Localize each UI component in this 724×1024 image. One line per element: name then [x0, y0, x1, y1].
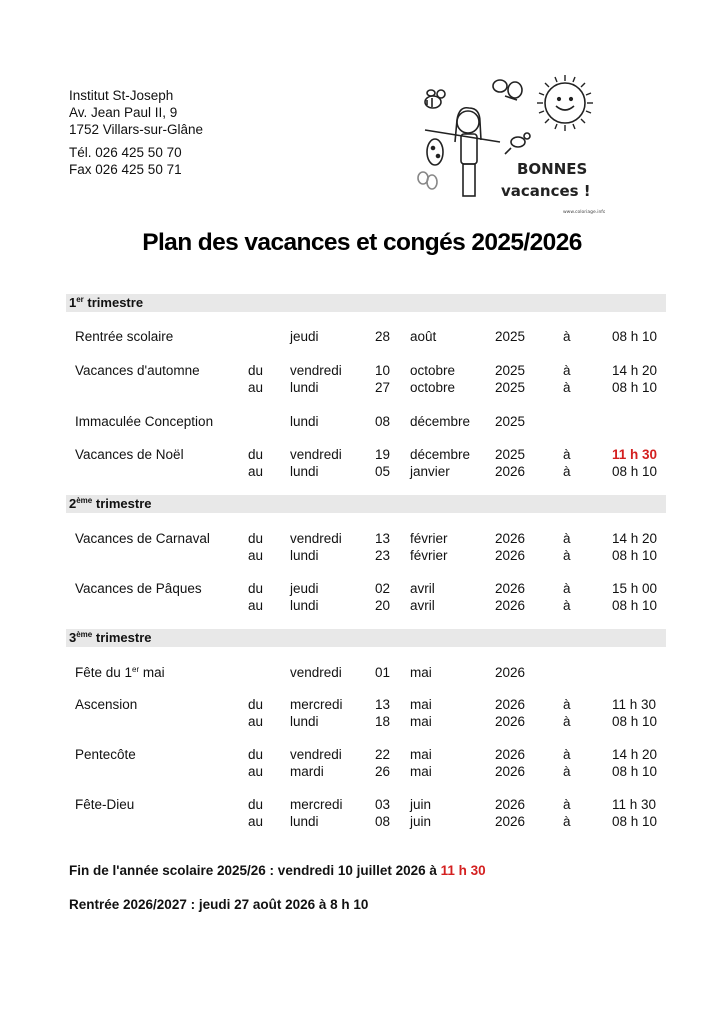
day-number: 02 [375, 581, 391, 596]
at-label: à [563, 531, 571, 546]
day-number: 27 [375, 380, 391, 395]
address-block [69, 87, 203, 178]
range-prefix: du [248, 747, 264, 762]
time: 08 h 10 [612, 548, 658, 563]
month: février [410, 531, 448, 546]
month: juin [410, 814, 432, 829]
schedule-row [0, 530, 724, 547]
schedule-row [0, 763, 724, 780]
at-label: à [563, 797, 571, 812]
trimester-label: trimestre [92, 496, 152, 511]
at-label: à [563, 747, 571, 762]
sun-icon [537, 75, 593, 131]
day-number: 23 [375, 548, 391, 563]
at-label: à [563, 581, 571, 596]
end-of-year-text: Fin de l'année scolaire 2025/26 : vendredi 10 juillet 2026 à [69, 863, 441, 878]
trimester-ordinal: ème [76, 630, 93, 639]
month: avril [410, 581, 435, 596]
weekday: lundi [290, 380, 319, 395]
day-number: 10 [375, 363, 391, 378]
weekday: mardi [290, 764, 324, 779]
schedule-row [0, 796, 724, 813]
month: août [410, 329, 437, 344]
at-label: à [563, 697, 571, 712]
page-title: Plan des vacances et congés 2025/2026 [142, 229, 582, 256]
schedule-row [0, 463, 724, 480]
at-label: à [563, 598, 571, 613]
year: 2025 [495, 363, 526, 378]
range-prefix: au [248, 598, 264, 613]
day-number: 19 [375, 447, 391, 462]
trimester-header [66, 629, 666, 647]
month: avril [410, 598, 435, 613]
weekday: lundi [290, 464, 319, 479]
trimester-ordinal: er [76, 295, 84, 304]
schedule-row [0, 746, 724, 763]
month: octobre [410, 380, 456, 395]
schedule-row [0, 362, 724, 379]
day-number: 01 [375, 665, 391, 680]
weekday: lundi [290, 714, 319, 729]
institution-name: Institut St-Joseph [69, 88, 174, 103]
month: octobre [410, 363, 456, 378]
range-prefix: au [248, 464, 264, 479]
month: décembre [410, 447, 471, 462]
year: 2026 [495, 747, 526, 762]
range-prefix: du [248, 447, 264, 462]
year: 2026 [495, 548, 526, 563]
schedule-row [0, 713, 724, 730]
month: mai [410, 747, 432, 762]
year: 2026 [495, 665, 526, 680]
at-label: à [563, 447, 571, 462]
schedule-row [0, 664, 724, 681]
year: 2026 [495, 598, 526, 613]
schedule-row [0, 413, 724, 430]
time: 15 h 00 [612, 581, 658, 596]
fax-number: Fax 026 425 50 71 [69, 162, 182, 177]
day-number: 20 [375, 598, 391, 613]
at-label: à [563, 764, 571, 779]
time: 08 h 10 [612, 598, 658, 613]
time: 14 h 20 [612, 363, 658, 378]
butterfly-icon [418, 172, 437, 189]
bee-icon [425, 90, 445, 108]
event-name: Ascension [75, 697, 138, 712]
year: 2026 [495, 797, 526, 812]
event-name: Rentrée scolaire [75, 329, 174, 344]
at-label: à [563, 329, 571, 344]
range-prefix: au [248, 380, 264, 395]
phone-number: Tél. 026 425 50 70 [69, 145, 182, 160]
event-name: Vacances de Pâques [75, 581, 202, 596]
time: 11 h 30 [612, 447, 658, 462]
time: 08 h 10 [612, 814, 658, 829]
schedule-row [0, 696, 724, 713]
event-name: Vacances de Noël [75, 447, 184, 462]
range-prefix: au [248, 764, 264, 779]
weekday: vendredi [290, 665, 342, 680]
schedule-row [0, 328, 724, 345]
weekday: vendredi [290, 363, 342, 378]
at-label: à [563, 363, 571, 378]
time: 08 h 10 [612, 380, 658, 395]
next-year-start-note: Rentrée 2026/2027 : jeudi 27 août 2026 à 8 h 10 [69, 897, 369, 912]
day-number: 08 [375, 414, 391, 429]
year: 2026 [495, 697, 526, 712]
event-name: Fête du 1er mai [75, 665, 165, 680]
schedule-row [0, 813, 724, 830]
day-number: 08 [375, 814, 391, 829]
day-number: 13 [375, 531, 391, 546]
illustration-credit: www.coloriage.info [563, 210, 605, 215]
weekday: mercredi [290, 797, 343, 812]
bonnes-text: BONNES [517, 160, 588, 178]
trimester-header [66, 294, 666, 312]
range-prefix: du [248, 697, 264, 712]
day-number: 03 [375, 797, 391, 812]
year: 2026 [495, 531, 526, 546]
at-label: à [563, 548, 571, 563]
weekday: vendredi [290, 447, 342, 462]
year: 2025 [495, 414, 526, 429]
schedule-row [0, 597, 724, 614]
event-name: Vacances d'automne [75, 363, 200, 378]
at-label: à [563, 380, 571, 395]
trimester-ordinal: ème [76, 496, 93, 505]
end-of-year-time: 11 h 30 [440, 863, 486, 878]
range-prefix: du [248, 363, 264, 378]
day-number: 22 [375, 747, 391, 762]
range-prefix: du [248, 797, 264, 812]
month: mai [410, 764, 432, 779]
schedule-row [0, 547, 724, 564]
holiday-illustration [405, 70, 605, 220]
weekday: lundi [290, 814, 319, 829]
street-address: Av. Jean Paul II, 9 [69, 105, 178, 120]
time: 08 h 10 [612, 464, 658, 479]
range-prefix: du [248, 531, 264, 546]
year: 2026 [495, 814, 526, 829]
at-label: à [563, 714, 571, 729]
event-name: Fête-Dieu [75, 797, 135, 812]
at-label: à [563, 814, 571, 829]
year: 2025 [495, 380, 526, 395]
weekday: lundi [290, 414, 319, 429]
schedule-row [0, 446, 724, 463]
bee-icon [505, 133, 530, 154]
range-prefix: au [248, 814, 264, 829]
weekday: lundi [290, 598, 319, 613]
event-name: Vacances de Carnaval [75, 531, 210, 546]
event-name: Pentecôte [75, 747, 136, 762]
trimester-number: 2 [69, 496, 77, 511]
month: février [410, 548, 448, 563]
trimester-label: trimestre [92, 630, 152, 645]
weekday: lundi [290, 548, 319, 563]
time: 11 h 30 [612, 797, 657, 812]
time: 08 h 10 [612, 714, 658, 729]
month: mai [410, 714, 432, 729]
schedule-row [0, 580, 724, 597]
day-number: 28 [375, 329, 391, 344]
day-number: 05 [375, 464, 391, 479]
range-prefix: du [248, 581, 264, 596]
trimester-header [66, 495, 666, 513]
trimester-label: trimestre [83, 295, 144, 310]
month: janvier [410, 464, 450, 479]
month: mai [410, 665, 432, 680]
range-prefix: au [248, 714, 264, 729]
schedule-row [0, 379, 724, 396]
month: mai [410, 697, 432, 712]
weekday: jeudi [290, 581, 319, 596]
weekday: vendredi [290, 747, 342, 762]
event-name: Immaculée Conception [75, 414, 214, 429]
day-number: 13 [375, 697, 391, 712]
month: juin [410, 797, 432, 812]
time: 08 h 10 [612, 764, 658, 779]
city: 1752 Villars-sur-Glâne [69, 122, 204, 137]
range-prefix: au [248, 548, 264, 563]
month: décembre [410, 414, 471, 429]
year: 2025 [495, 447, 526, 462]
time: 11 h 30 [612, 697, 657, 712]
day-number: 18 [375, 714, 391, 729]
year: 2026 [495, 464, 526, 479]
year: 2026 [495, 581, 526, 596]
weekday: mercredi [290, 697, 343, 712]
vacances-text: vacances ! [501, 182, 591, 200]
at-label: à [563, 464, 571, 479]
trimester-number: 1 [69, 295, 77, 310]
time: 08 h 10 [612, 329, 658, 344]
year: 2025 [495, 329, 526, 344]
time: 14 h 20 [612, 531, 658, 546]
trimester-number: 3 [69, 630, 77, 645]
year: 2026 [495, 764, 526, 779]
day-number: 26 [375, 764, 391, 779]
weekday: vendredi [290, 531, 342, 546]
end-of-year-note [69, 863, 486, 878]
time: 14 h 20 [612, 747, 658, 762]
year: 2026 [495, 714, 526, 729]
weekday: jeudi [290, 329, 319, 344]
butterfly-icon [493, 80, 522, 100]
